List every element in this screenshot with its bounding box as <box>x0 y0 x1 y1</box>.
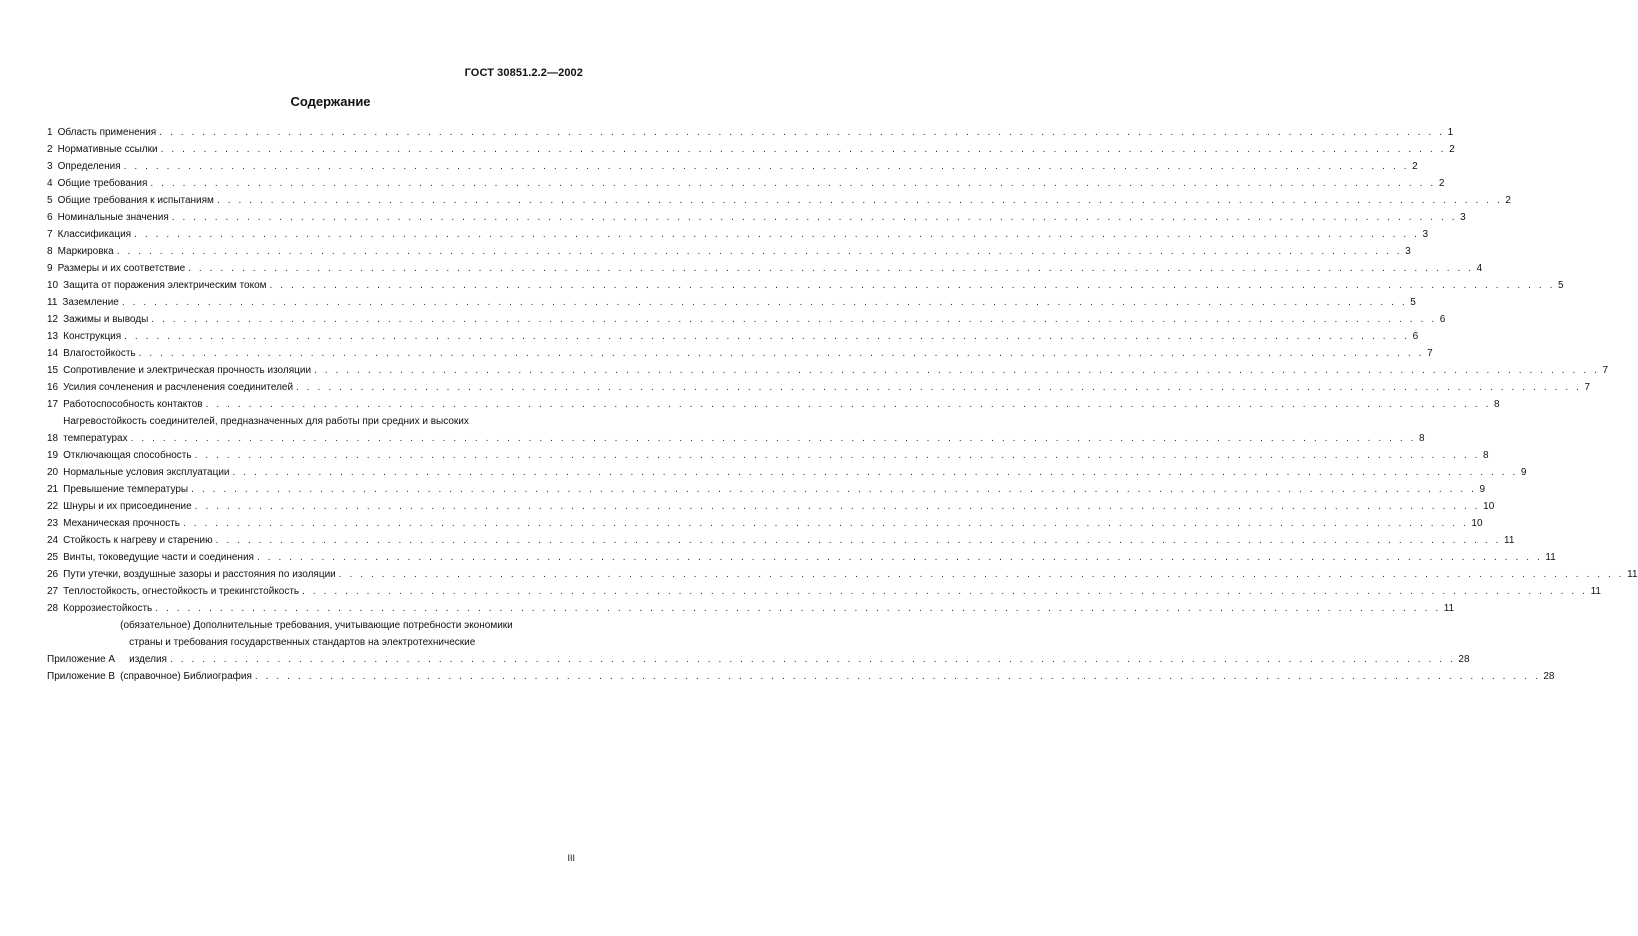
dot-leader: . . . . . . . . . . . . . . . . . . . . . . . . . . . . . . . . . . . . . . . . . . . . . . . . . . . . . . . . . . . . . . . . . . . . . . . . . . . . . . . . . . . . . . . . . . . . . . . . . . . . . . . . . . . . . . . . . . . . . . . . <box>194 450 1481 461</box>
section-number: 23 <box>47 518 59 529</box>
section-number: 18 <box>47 433 59 444</box>
dot-leader: . . . . . . . . . . . . . . . . . . . . . . . . . . . . . . . . . . . . . . . . . . . . . . . . . . . . . . . . . . . . . . . . . . . . . . . . . . . . . . . . . . . . . . . . . . . . . . . . . . . . . . . . . . . . . . . . . . . . . . . . <box>314 365 1600 376</box>
section-number: 6 <box>47 212 53 223</box>
page-number: 2 <box>1505 195 1511 206</box>
toc-entry[interactable] <box>47 379 1591 396</box>
page-number: 6 <box>1412 331 1419 342</box>
toc-entry[interactable] <box>47 141 1455 158</box>
toc-entry[interactable] <box>47 600 1455 617</box>
page-number: 5 <box>1557 280 1564 291</box>
toc-entry[interactable] <box>47 362 1609 379</box>
appendix-label: Приложение В <box>47 671 116 682</box>
dot-leader: . . . . . . . . . . . . . . . . . . . . . . . . . . . . . . . . . . . . . . . . . . . . . . . . . . . . . . . . . . . . . . . . . . . . . . . . . . . . . . . . . . . . . . . . . . . . . . . . . . . . . . . . . . . . . . . . . . . . . . . . <box>160 144 1447 155</box>
dot-leader: . . . . . . . . . . . . . . . . . . . . . . . . . . . . . . . . . . . . . . . . . . . . . . . . . . . . . . . . . . . . . . . . . . . . . . . . . . . . . . . . . . . . . . . . . . . . . . . . . . . . . . . . . . . . . . . . . . . . . . . . <box>138 348 1425 359</box>
dot-leader: . . . . . . . . . . . . . . . . . . . . . . . . . . . . . . . . . . . . . . . . . . . . . . . . . . . . . . . . . . . . . . . . . . . . . . . . . . . . . . . . . . . . . . . . . . . . . . . . . . . . . . . . . . . . . . . . . . . . . . . . <box>155 603 1441 614</box>
page-number: 3 <box>1460 212 1466 223</box>
toc-entry[interactable] <box>47 158 1418 175</box>
page-number: 2 <box>1412 161 1418 172</box>
page-number: 8 <box>1494 399 1500 410</box>
section-number: 22 <box>47 501 59 512</box>
page-number: 2 <box>1449 144 1455 155</box>
dot-leader: . . . . . . . . . . . . . . . . . . . . . . . . . . . . . . . . . . . . . . . . . . . . . . . . . . . . . . . . . . . . . . . . . . . . . . . . . . . . . . . . . . . . . . . . . . . . . . . . . . . . . . . . . . . . . . . . . . . . . . . . <box>269 280 1555 291</box>
dot-leader: . . . . . . . . . . . . . . . . . . . . . . . . . . . . . . . . . . . . . . . . . . . . . . . . . . . . . . . . . . . . . . . . . . . . . . . . . . . . . . . . . . . . . . . . . . . . . . . . . . . . . . . . . . . . . . . . . . . . . . . . <box>171 212 1458 223</box>
dot-leader: . . . . . . . . . . . . . . . . . . . . . . . . . . . . . . . . . . . . . . . . . . . . . . . . . . . . . . . . . . . . . . . . . . . . . . . . . . . . . . . . . . . . . . . . . . . . . . . . . . . . . . . . . . . . . . . . . . . . . . . . <box>123 161 1410 172</box>
entry-title: Сопротивление и электрическая прочность изоляции <box>63 365 312 376</box>
page-number: 7 <box>1427 348 1433 359</box>
entry-title: Превышение температуры <box>63 484 189 495</box>
section-number: 7 <box>47 229 53 240</box>
dot-leader: . . . . . . . . . . . . . . . . . . . . . . . . . . . . . . . . . . . . . . . . . . . . . . . . . . . . . . . . . . . . . . . . . . . . . . . . . . . . . . . . . . . . . . . . . . . . . . . . . . . . . . . . . . . . . . . . . . . . . . . . <box>183 518 1469 529</box>
page-number: 7 <box>1584 382 1591 393</box>
section-number: 16 <box>47 382 59 393</box>
entry-title: Шнуры и их присоединение <box>63 501 192 512</box>
page-number: 6 <box>1439 314 1446 325</box>
page-number: 28 <box>1543 671 1555 682</box>
entry-title: Маркировка <box>57 246 114 257</box>
toc-entry[interactable] <box>47 515 1483 532</box>
appendix-title: (обязательное) Дополнительные требования, учитывающие потребности экономики <box>120 620 513 631</box>
dot-leader: . . . . . . . . . . . . . . . . . . . . . . . . . . . . . . . . . . . . . . . . . . . . . . . . . . . . . . . . . . . . . . . . . . . . . . . . . . . . . . . . . . . . . . . . . . . . . . . . . . . . . . . . . . . . . . . . . . . . . . . . <box>302 586 1588 597</box>
page-number: 8 <box>1483 450 1489 461</box>
page-number: 10 <box>1483 501 1495 512</box>
entry-title: Нормальные условия эксплуатации <box>63 467 230 478</box>
entry-title: Теплостойкость, огнестойкость и трекингстойкость <box>63 586 300 597</box>
dot-leader: . . . . . . . . . . . . . . . . . . . . . . . . . . . . . . . . . . . . . . . . . . . . . . . . . . . . . . . . . . . . . . . . . . . . . . . . . . . . . . . . . . . . . . . . . . . . . . . . . . . . . . . . . . . . . . . . . . . . . . . . <box>254 671 1541 682</box>
table-of-contents <box>47 124 1638 685</box>
toc-entry[interactable] <box>47 413 1425 447</box>
toc-entry[interactable] <box>47 583 1601 600</box>
section-number: 26 <box>47 569 59 580</box>
toc-entry[interactable] <box>47 260 1483 277</box>
section-number: 25 <box>47 552 59 563</box>
section-number: 9 <box>47 263 53 274</box>
entry-title: Номинальные значения <box>57 212 169 223</box>
dot-leader: . . . . . . . . . . . . . . . . . . . . . . . . . . . . . . . . . . . . . . . . . . . . . . . . . . . . . . . . . . . . . . . . . . . . . . . . . . . . . . . . . . . . . . . . . . . . . . . . . . . . . . . . . . . . . . . . . . . . . . . . <box>256 552 1543 563</box>
appendix-label: Приложение А <box>47 654 116 665</box>
toc-entry[interactable] <box>47 498 1495 515</box>
section-number: 19 <box>47 450 59 461</box>
section-number: 5 <box>47 195 53 206</box>
section-number: 3 <box>47 161 53 172</box>
entry-title: Пути утечки, воздушные зазоры и расстояния по изоляции <box>63 569 336 580</box>
entry-title: Зажимы и выводы <box>63 314 149 325</box>
toc-entry[interactable] <box>47 243 1411 260</box>
entry-title: Стойкость к нагреву и старению <box>63 535 213 546</box>
entry-title: Размеры и их соответствие <box>57 263 186 274</box>
toc-entry[interactable] <box>47 328 1419 345</box>
entry-title: Заземление <box>62 297 119 308</box>
page-number: 10 <box>1471 518 1483 529</box>
dot-leader: . . . . . . . . . . . . . . . . . . . . . . . . . . . . . . . . . . . . . . . . . . . . . . . . . . . . . . . . . . . . . . . . . . . . . . . . . . . . . . . . . . . . . . . . . . . . . . . . . . . . . . . . . . . . . . . . . . . . . . . . <box>116 246 1403 257</box>
section-number: 10 <box>47 280 59 291</box>
section-number: 1 <box>47 127 53 138</box>
toc-entry[interactable] <box>47 175 1445 192</box>
entry-title: Нагревостойкость соединителей, предназначенных для работы при средних и высоких <box>63 416 469 427</box>
entry-title: Усилия сочленения и расчленения соединителей <box>63 382 294 393</box>
section-number: 27 <box>47 586 59 597</box>
toc-entry[interactable] <box>47 124 1454 141</box>
section-number: 20 <box>47 467 59 478</box>
page-number: 1 <box>1447 127 1454 138</box>
dot-leader: . . . . . . . . . . . . . . . . . . . . . . . . . . . . . . . . . . . . . . . . . . . . . . . . . . . . . . . . . . . . . . . . . . . . . . . . . . . . . . . . . . . . . . . . . . . . . . . . . . . . . . . . . . . . . . . . . . . . . . . . <box>232 467 1518 478</box>
section-number: 11 <box>47 297 58 308</box>
page-number: 11 <box>1627 569 1638 580</box>
entry-title: (справочное) Библиография <box>120 671 252 682</box>
page-number: 9 <box>1520 467 1527 478</box>
page-number: 11 <box>1590 586 1601 597</box>
entry-title: Работоспособность контактов <box>63 399 203 410</box>
page-number: 4 <box>1476 263 1483 274</box>
section-number: 21 <box>47 484 59 495</box>
dot-leader: . . . . . . . . . . . . . . . . . . . . . . . . . . . . . . . . . . . . . . . . . . . . . . . . . . . . . . . . . . . . . . . . . . . . . . . . . . . . . . . . . . . . . . . . . . . . . . . . . . . . . . . . . . . . . . . . . . . . . . . . <box>216 195 1503 206</box>
dot-leader: . . . . . . . . . . . . . . . . . . . . . . . . . . . . . . . . . . . . . . . . . . . . . . . . . . . . . . . . . . . . . . . . . . . . . . . . . . . . . . . . . . . . . . . . . . . . . . . . . . . . . . . . . . . . . . . . . . . . . . . . <box>194 501 1481 512</box>
toc-entry[interactable] <box>47 294 1416 311</box>
section-number: 14 <box>47 348 59 359</box>
section-number: 24 <box>47 535 59 546</box>
toc-entry[interactable] <box>47 209 1466 226</box>
page-title: Содержание <box>290 94 371 109</box>
dot-leader: . . . . . . . . . . . . . . . . . . . . . . . . . . . . . . . . . . . . . . . . . . . . . . . . . . . . . . . . . . . . . . . . . . . . . . . . . . . . . . . . . . . . . . . . . . . . . . . . . . . . . . . . . . . . . . . . . . . . . . . . <box>151 314 1437 325</box>
page-number: 11 <box>1504 535 1515 546</box>
toc-entry[interactable] <box>47 345 1433 362</box>
entry-title: Классификация <box>57 229 132 240</box>
toc-entry[interactable] <box>47 549 1556 566</box>
toc-entry[interactable] <box>47 464 1527 481</box>
page-number: 8 <box>1419 433 1425 444</box>
entry-title: Конструкция <box>63 331 122 342</box>
dot-leader: . . . . . . . . . . . . . . . . . . . . . . . . . . . . . . . . . . . . . . . . . . . . . . . . . . . . . . . . . . . . . . . . . . . . . . . . . . . . . . . . . . . . . . . . . . . . . . . . . . . . . . . . . . . . . . . . . . . . . . . . <box>205 399 1492 410</box>
dot-leader: . . . . . . . . . . . . . . . . . . . . . . . . . . . . . . . . . . . . . . . . . . . . . . . . . . . . . . . . . . . . . . . . . . . . . . . . . . . . . . . . . . . . . . . . . . . . . . . . . . . . . . . . . . . . . . . . . . . . . . . . <box>159 127 1445 138</box>
toc-entry[interactable] <box>47 447 1489 464</box>
page-number: 7 <box>1602 365 1609 376</box>
section-number: 13 <box>47 331 59 342</box>
section-number: 12 <box>47 314 59 325</box>
entry-title: Определения <box>57 161 121 172</box>
toc-entry[interactable] <box>47 396 1500 413</box>
entry-title: Защита от поражения электрическим током <box>63 280 267 291</box>
page-folio: III <box>567 853 575 863</box>
section-number: 2 <box>47 144 53 155</box>
toc-entry[interactable] <box>47 277 1564 294</box>
dot-leader: . . . . . . . . . . . . . . . . . . . . . . . . . . . . . . . . . . . . . . . . . . . . . . . . . . . . . . . . . . . . . . . . . . . . . . . . . . . . . . . . . . . . . . . . . . . . . . . . . . . . . . . . . . . . . . . . . . . . . . . . <box>296 382 1582 393</box>
dot-leader: . . . . . . . . . . . . . . . . . . . . . . . . . . . . . . . . . . . . . . . . . . . . . . . . . . . . . . . . . . . . . . . . . . . . . . . . . . . . . . . . . . . . . . . . . . . . . . . . . . . . . . . . . . . . . . . . . . . . . . . . <box>338 569 1625 580</box>
appendix-entry[interactable] <box>47 668 1555 685</box>
toc-entry[interactable] <box>47 566 1638 583</box>
page-number: 11 <box>1443 603 1455 614</box>
entry-title: изделия <box>129 654 167 665</box>
entry-title: Винты, токоведущие части и соединения <box>63 552 254 563</box>
page-number: 3 <box>1405 246 1411 257</box>
page-number: 28 <box>1458 654 1470 665</box>
entry-title: Отключающая способность <box>63 450 192 461</box>
dot-leader: . . . . . . . . . . . . . . . . . . . . . . . . . . . . . . . . . . . . . . . . . . . . . . . . . . . . . . . . . . . . . . . . . . . . . . . . . . . . . . . . . . . . . . . . . . . . . . . . . . . . . . . . . . . . . . . . . . . . . . . . <box>130 433 1417 444</box>
appendix-title: страны и требования государственных стандартов на электротехнические <box>129 637 476 648</box>
page-number: 9 <box>1479 484 1486 495</box>
dot-leader: . . . . . . . . . . . . . . . . . . . . . . . . . . . . . . . . . . . . . . . . . . . . . . . . . . . . . . . . . . . . . . . . . . . . . . . . . . . . . . . . . . . . . . . . . . . . . . . . . . . . . . . . . . . . . . . . . . . . . . . . <box>169 654 1456 665</box>
section-number: 17 <box>47 399 59 410</box>
toc-entry[interactable] <box>47 192 1511 209</box>
dot-leader: . . . . . . . . . . . . . . . . . . . . . . . . . . . . . . . . . . . . . . . . . . . . . . . . . . . . . . . . . . . . . . . . . . . . . . . . . . . . . . . . . . . . . . . . . . . . . . . . . . . . . . . . . . . . . . . . . . . . . . . . <box>150 178 1436 189</box>
dot-leader: . . . . . . . . . . . . . . . . . . . . . . . . . . . . . . . . . . . . . . . . . . . . . . . . . . . . . . . . . . . . . . . . . . . . . . . . . . . . . . . . . . . . . . . . . . . . . . . . . . . . . . . . . . . . . . . . . . . . . . . . <box>215 535 1502 546</box>
entry-title: Влагостойкость <box>63 348 136 359</box>
section-number: 8 <box>47 246 53 257</box>
dot-leader: . . . . . . . . . . . . . . . . . . . . . . . . . . . . . . . . . . . . . . . . . . . . . . . . . . . . . . . . . . . . . . . . . . . . . . . . . . . . . . . . . . . . . . . . . . . . . . . . . . . . . . . . . . . . . . . . . . . . . . . . <box>121 297 1408 308</box>
section-number: 28 <box>47 603 59 614</box>
dot-leader: . . . . . . . . . . . . . . . . . . . . . . . . . . . . . . . . . . . . . . . . . . . . . . . . . . . . . . . . . . . . . . . . . . . . . . . . . . . . . . . . . . . . . . . . . . . . . . . . . . . . . . . . . . . . . . . . . . . . . . . . <box>134 229 1420 240</box>
dot-leader: . . . . . . . . . . . . . . . . . . . . . . . . . . . . . . . . . . . . . . . . . . . . . . . . . . . . . . . . . . . . . . . . . . . . . . . . . . . . . . . . . . . . . . . . . . . . . . . . . . . . . . . . . . . . . . . . . . . . . . . . <box>188 263 1474 274</box>
entry-title: Коррозиестойкость <box>63 603 153 614</box>
section-number: 15 <box>47 365 59 376</box>
entry-title: Общие требования к испытаниям <box>57 195 214 206</box>
toc-entry[interactable] <box>47 226 1429 243</box>
toc-entry[interactable] <box>47 532 1515 549</box>
section-number: 4 <box>47 178 53 189</box>
page-number: 11 <box>1545 552 1556 563</box>
page-number: 2 <box>1438 178 1445 189</box>
dot-leader: . . . . . . . . . . . . . . . . . . . . . . . . . . . . . . . . . . . . . . . . . . . . . . . . . . . . . . . . . . . . . . . . . . . . . . . . . . . . . . . . . . . . . . . . . . . . . . . . . . . . . . . . . . . . . . . . . . . . . . . . <box>124 331 1410 342</box>
toc-entry[interactable] <box>47 481 1486 498</box>
appendix-entry[interactable] <box>47 617 1470 668</box>
dot-leader: . . . . . . . . . . . . . . . . . . . . . . . . . . . . . . . . . . . . . . . . . . . . . . . . . . . . . . . . . . . . . . . . . . . . . . . . . . . . . . . . . . . . . . . . . . . . . . . . . . . . . . . . . . . . . . . . . . . . . . . . <box>191 484 1477 495</box>
document-code: ГОСТ 30851.2.2—2002 <box>464 67 583 79</box>
entry-title: температурах <box>63 433 128 444</box>
page-number: 3 <box>1422 229 1429 240</box>
toc-entry[interactable] <box>47 311 1446 328</box>
entry-title: Нормативные ссылки <box>57 144 158 155</box>
page-number: 5 <box>1410 297 1416 308</box>
entry-title: Механическая прочность <box>63 518 180 529</box>
entry-title: Область применения <box>57 127 157 138</box>
entry-title: Общие требования <box>57 178 148 189</box>
